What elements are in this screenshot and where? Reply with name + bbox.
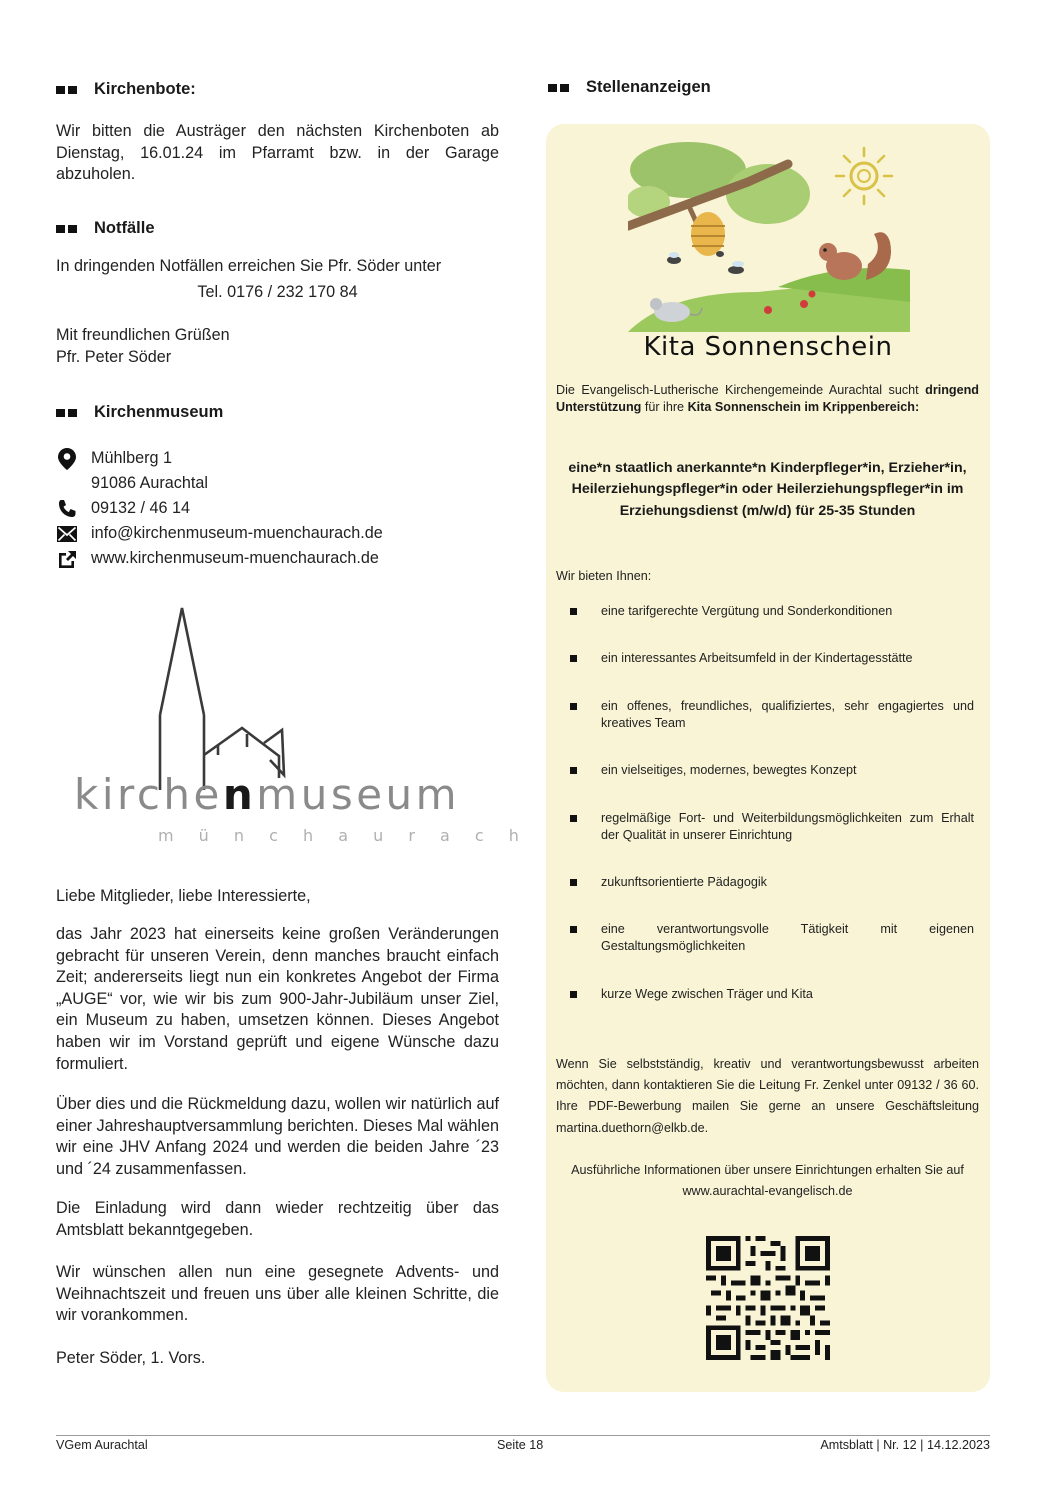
bullet-square-icon — [570, 815, 577, 822]
bullet-square-icon — [570, 991, 577, 998]
logo-wordmark — [74, 772, 474, 818]
heading-marker-icon — [56, 225, 77, 233]
list-item — [570, 986, 974, 1003]
contact-address-street — [56, 446, 499, 471]
job-ad-box — [546, 124, 990, 1392]
contact-email-link[interactable]: info@kirchenmuseum-muenchaurach.de — [91, 524, 383, 542]
benefit-text: eine tarifgerechte Vergütung und Sonderkonditionen — [601, 604, 893, 618]
heading-marker-icon — [56, 409, 77, 417]
logo-subtitle: m ü n c h a u r a c h — [158, 826, 529, 845]
benefit-text: ein vielseitiges, modernes, bewegtes Konzept — [601, 763, 857, 777]
intro-bold: Kita Sonnenschein im Krippenbereich: — [687, 400, 920, 415]
location-pin-icon — [56, 448, 78, 470]
job-title: eine*n staatlich anerkannte*n Kinderpfleger*in, Erzieher*in, Heilerziehungspfleger*in oder Heilerziehungspfleger*in im Erziehungsdienst (m/w/d) für 25-35 Stunden — [568, 460, 967, 519]
intro-bold: dringend Unterstützung — [556, 383, 979, 415]
signature: Pfr. Peter Söder — [56, 348, 172, 366]
section-heading-kirchenbote — [56, 80, 196, 99]
kita-title: Kita Sonnenschein — [643, 332, 893, 362]
kita-illustration-icon — [628, 142, 910, 332]
bullet-square-icon — [570, 608, 577, 615]
benefit-text: ein offenes, freundliches, qualifiziertes, sehr engagiertes und kreatives Team — [601, 699, 974, 731]
logo-word-part: museum — [256, 770, 461, 819]
external-link-icon — [56, 548, 78, 570]
heading-text: Stellenanzeigen — [586, 78, 711, 96]
phone-icon — [56, 498, 78, 520]
ad-info-text: Ausführliche Informationen über unsere Einrichtungen erhalten Sie auf www.aurachtal-evangelisch.de — [571, 1163, 964, 1199]
offer-label: Wir bieten Ihnen: — [556, 569, 652, 583]
benefit-text: regelmäßige Fort- und Weiterbildungsmöglichkeiten zum Erhalt der Qualität in unserer Einrichtung — [601, 811, 974, 843]
contact-web[interactable] — [56, 546, 499, 571]
museum-contact-list — [56, 446, 499, 571]
list-item — [570, 698, 974, 733]
heading-marker-icon — [56, 86, 77, 94]
list-item — [570, 762, 974, 779]
heading-text: Notfälle — [94, 219, 155, 237]
benefit-text: kurze Wege zwischen Träger und Kita — [601, 987, 813, 1001]
notfaelle-phone: Tel. 0176 / 232 170 84 — [197, 283, 358, 301]
letter-signature: Peter Söder, 1. Vors. — [56, 1349, 206, 1367]
contact-address-city — [56, 471, 499, 496]
bullet-square-icon — [570, 926, 577, 933]
bullet-square-icon — [570, 767, 577, 774]
list-item — [570, 650, 974, 667]
qr-code-icon[interactable] — [706, 1236, 830, 1360]
benefit-text: ein interessantes Arbeitsumfeld in der Kindertagesstätte — [601, 651, 913, 665]
intro-text: für ihre — [641, 400, 688, 415]
logo-word-bold: n — [222, 770, 257, 819]
benefit-text: eine verantwortungsvolle Tätigkeit mit eigenen Gestaltungsmöglichkeiten — [601, 922, 974, 954]
kirchenmuseum-logo — [74, 600, 529, 850]
letter-paragraph: Die Einladung wird dann wieder rechtzeitig über das Amtsblatt bekanntgegeben. — [56, 1199, 499, 1239]
footer-left: VGem Aurachtal — [56, 1438, 148, 1452]
list-item — [570, 603, 974, 620]
footer-divider — [56, 1435, 990, 1436]
notfaelle-text: In dringenden Notfällen erreichen Sie Pfr. Söder unter — [56, 257, 442, 275]
contact-street-text: Mühlberg 1 — [91, 449, 172, 467]
list-item — [570, 921, 974, 956]
contact-phone-text: 09132 / 46 14 — [91, 499, 191, 517]
bullet-square-icon — [570, 879, 577, 886]
section-heading-notfaelle — [56, 219, 155, 238]
list-item — [570, 810, 974, 845]
section-heading-kirchenmuseum — [56, 403, 223, 422]
letter-paragraph: Wir wünschen allen nun eine gesegnete Advents- und Weihnachtszeit und freuen uns über alle kleinen Schritte, die wir vorankommen. — [56, 1263, 499, 1325]
kirchenbote-text: Wir bitten die Austräger den nächsten Kirchenboten ab Dienstag, 16.01.24 im Pfarramt bzw. in der Garage abzuholen. — [56, 122, 499, 184]
heading-text: Kirchenbote: — [94, 80, 196, 98]
bullet-square-icon — [570, 655, 577, 662]
letter-salutation: Liebe Mitglieder, liebe Interessierte, — [56, 887, 311, 905]
letter-paragraph: das Jahr 2023 hat einerseits keine großen Veränderungen gebracht für unseren Verein, denn manches braucht einfach Zeit; andererseits liegt nun ein konkretes Angebot der Firma „AUGE“ vor, wie wir bis zum 900-Jahr-Jubiläum unser Ziel, ein Museum zu haben, umsetzen können. Dieses Angebot haben wir im Vorstand geprüft und eigene Wünsche dazu formuliert. — [56, 925, 499, 1073]
heading-text: Kirchenmuseum — [94, 403, 224, 421]
mail-icon — [56, 523, 78, 545]
ad-intro — [556, 382, 979, 417]
contact-web-link[interactable]: www.kirchenmuseum-muenchaurach.de — [91, 549, 379, 567]
intro-text: Die Evangelisch-Lutherische Kirchengemeinde Aurachtal sucht — [556, 383, 926, 397]
letter-paragraph: Über dies und die Rückmeldung dazu, wollen wir natürlich auf einer Jahreshauptversammlung berichten. Dieses Mal wählen wir eine JHV Anfang 2024 und werden die beiden Jahre ´23 und ´24 zusammenfassen. — [56, 1095, 499, 1178]
footer-page-number: Seite 18 — [497, 1438, 544, 1452]
benefit-text: zukunftsorientierte Pädagogik — [601, 875, 767, 889]
section-heading-stellenanzeigen — [548, 78, 711, 97]
heading-marker-icon — [548, 84, 569, 92]
contact-email[interactable] — [56, 521, 499, 546]
bullet-square-icon — [570, 703, 577, 710]
contact-city-text: 91086 Aurachtal — [91, 474, 209, 492]
greeting: Mit freundlichen Grüßen — [56, 326, 230, 344]
logo-word-part: kirche — [74, 770, 223, 819]
contact-phone — [56, 496, 499, 521]
footer-right: Amtsblatt | Nr. 12 | 14.12.2023 — [820, 1438, 990, 1452]
list-item — [570, 874, 974, 891]
ad-contact-text: Wenn Sie selbstständig, kreativ und verantwortungsbewusst arbeiten möchten, dann kontaktieren Sie die Leitung Fr. Zenkel unter 09132 / 36 60. Ihre PDF-Bewerbung mailen Sie gerne an unsere Geschäftsleitung martina.duethorn@elkb.de. — [556, 1057, 979, 1135]
